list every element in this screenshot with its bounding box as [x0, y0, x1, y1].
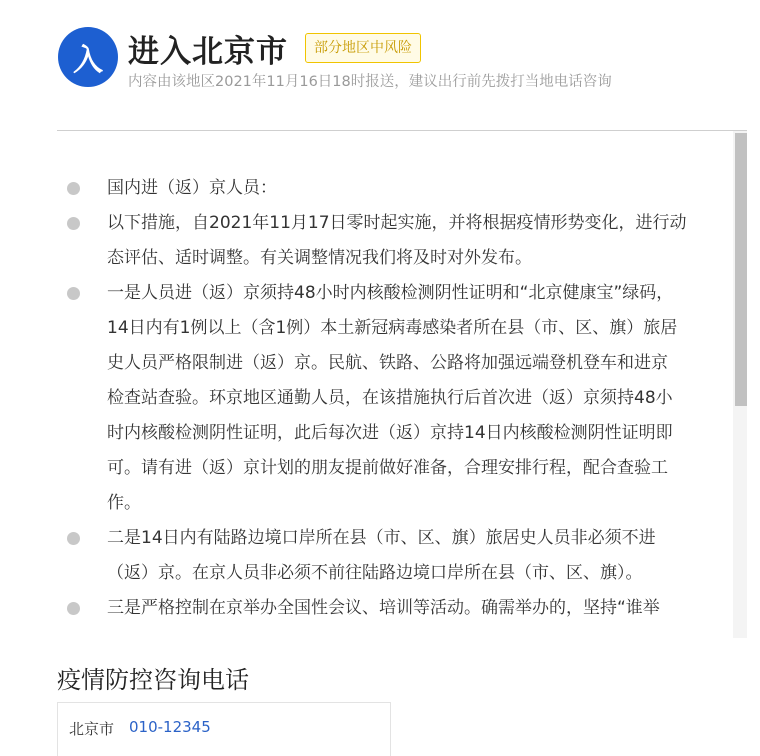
- policy-item: [57, 521, 727, 591]
- scrollbar-track[interactable]: [733, 131, 747, 638]
- page-title: 进入北京市: [128, 34, 288, 70]
- hotline-card: [57, 702, 391, 756]
- bullet-icon: [67, 287, 80, 300]
- policy-item-text: 三是严格控制在京举办全国性会议、培训等活动。确需举办的，坚持“谁举: [107, 598, 660, 618]
- policy-item: [57, 276, 727, 521]
- hotline-phone-link[interactable]: 010-12345: [129, 718, 211, 736]
- policy-item: [57, 591, 727, 626]
- page-header: [0, 0, 760, 130]
- policy-item-text: 一是人员进（返）京须持48小时内核酸检测阴性证明和“北京健康宝”绿码， 14日内有1例以上（含1例）本土新冠病毒感染者所在县（市、区、旗）旅居 史人员严格限制进（返）京。民航、铁路、公路将加强远端登机登车和进京 检查站查验。环京地区通勤人员，在该措施执行后首次进（返）京须持48小 时内核酸检测阴性证明，此后每次进（返）京持14日内核酸检测阴性证明即 可。请有进（返）京计划的朋友提前做好准备，合理安排行程，配合查验工 作。: [107, 283, 678, 513]
- bullet-icon: [67, 217, 80, 230]
- policy-item-text: 二是14日内有陆路边境口岸所在县（市、区、旗）旅居史人员非必须不进 （返）京。在京人员非必须不前往陆路边境口岸所在县（市、区、旗）。: [107, 528, 656, 583]
- report-source-note: 内容由该地区2021年11月16日18时报送，建议出行前先拨打当地电话咨询: [128, 74, 612, 90]
- policy-panel[interactable]: [57, 130, 747, 638]
- bullet-icon: [67, 532, 80, 545]
- region-avatar: 入: [58, 27, 118, 87]
- risk-level-badge: 部分地区中风险: [305, 33, 421, 63]
- policy-item-text: 国内进（返）京人员：: [107, 178, 277, 198]
- policy-item: [57, 206, 727, 276]
- hotline-city: 北京市: [69, 720, 115, 738]
- scrollbar-thumb[interactable]: [735, 133, 747, 406]
- policy-list: [57, 171, 727, 626]
- bullet-icon: [67, 182, 80, 195]
- bullet-icon: [67, 602, 80, 615]
- policy-item: [57, 171, 727, 206]
- policy-item-text: 以下措施，自2021年11月17日零时起实施，并将根据疫情形势变化，进行动 态评估、适时调整。有关调整情况我们将及时对外发布。: [107, 213, 687, 268]
- hotline-section-title: 疫情防控咨询电话: [57, 666, 249, 694]
